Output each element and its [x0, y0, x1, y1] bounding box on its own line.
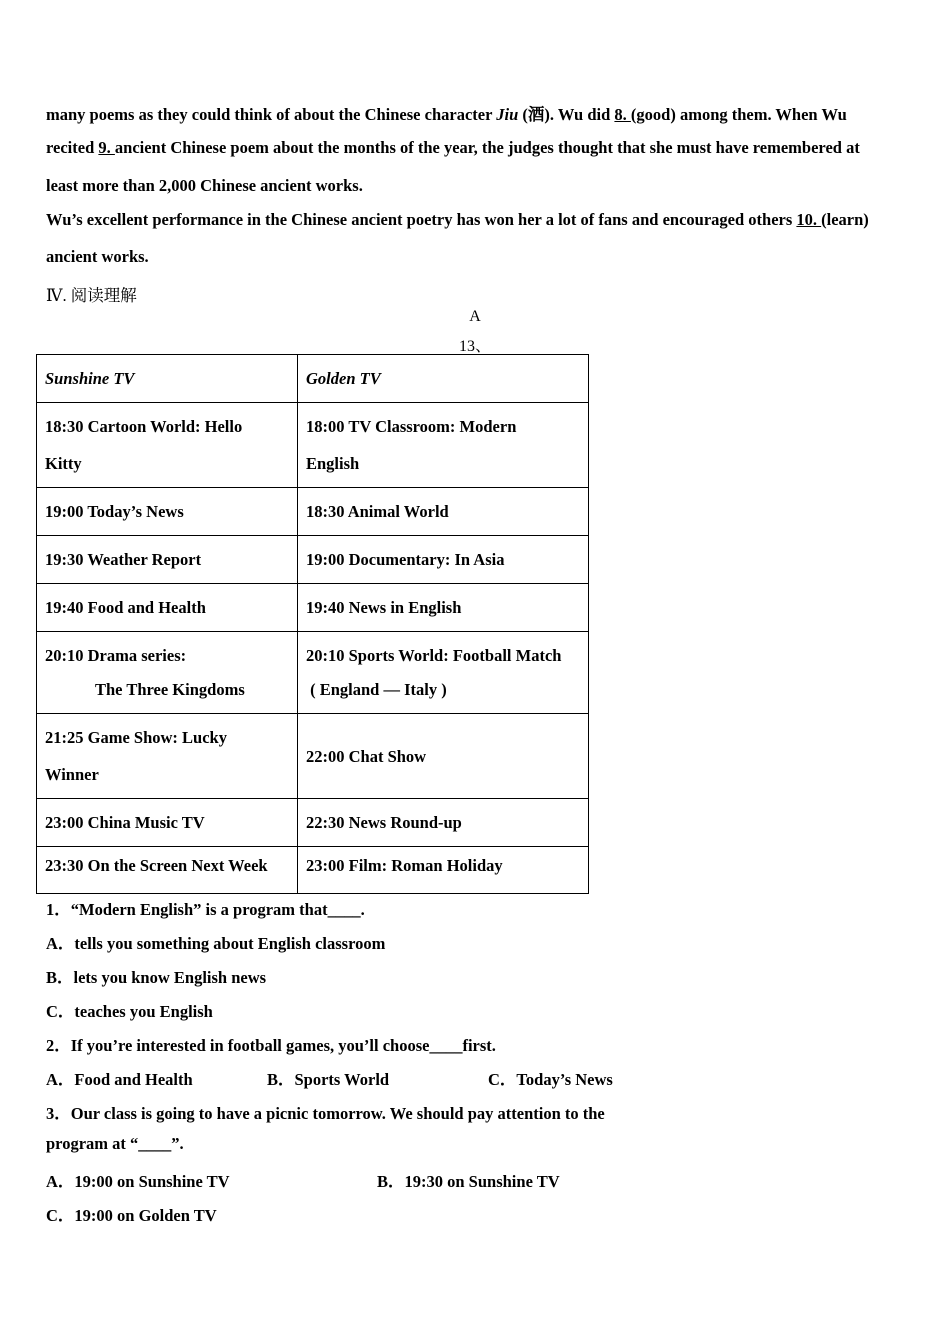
section-heading: Ⅳ. 阅读理解: [46, 286, 137, 305]
passage-line-1: [46, 101, 847, 125]
question-2: 2．If you’re interested in football games, you’ll choose____first.: [46, 1036, 496, 1055]
header-sunshine-tv: Sunshine TV: [37, 355, 298, 403]
table-cell: 19:40 Food and Health: [37, 584, 298, 632]
cell-line: 20:10 Drama series:: [45, 645, 187, 665]
cell-line: Winner: [45, 765, 99, 784]
table-cell: [298, 632, 589, 714]
cell-line: English: [306, 454, 360, 473]
passage-line-2: [46, 138, 860, 158]
option-2b: B．Sports World: [267, 1070, 390, 1089]
table-cell: [37, 403, 298, 488]
passage-text: (learn): [821, 210, 869, 229]
table-cell: 23:00 Film: Roman Holiday: [298, 847, 589, 894]
cell-line: 18:30 Cartoon World: Hello: [45, 417, 243, 436]
blank-10: 10.: [796, 210, 822, 229]
option-1c: C．teaches you English: [46, 1002, 213, 1021]
passage-line-3: least more than 2,000 Chinese ancient works.: [46, 176, 363, 195]
table-row: [37, 799, 589, 847]
question-3-line-1: 3．Our class is going to have a picnic tomorrow. We should pay attention to the: [46, 1104, 605, 1123]
part-label: A: [469, 308, 481, 325]
option-3c: C．19:00 on Golden TV: [46, 1206, 217, 1225]
table-row: [37, 403, 589, 488]
question-3-line-2: program at “____”.: [46, 1134, 184, 1153]
table-cell: 22:30 News Round-up: [298, 799, 589, 847]
table-cell: 22:00 Chat Show: [298, 714, 589, 799]
passage-text: (good) among them. When Wu: [630, 105, 847, 124]
option-3b: B．19:30 on Sunshine TV: [377, 1172, 560, 1191]
passage-text: Wu’s excellent performance in the Chinese ancient poetry has won her a lot of fans and encouraged others: [46, 210, 797, 229]
blank-9: 9.: [98, 138, 115, 157]
cell-line: Kitty: [45, 454, 82, 473]
question-1: 1．“Modern English” is a program that____.: [46, 900, 365, 919]
question-number: 13、: [458, 338, 491, 355]
table-cell: 23:00 China Music TV: [37, 799, 298, 847]
cell-line: ( England — Italy ): [306, 679, 447, 699]
table-row: [37, 847, 589, 894]
tv-schedule-table: [36, 354, 589, 894]
passage-jiu: Jiu: [496, 105, 519, 124]
table-row: [37, 536, 589, 584]
table-cell: [37, 714, 298, 799]
table-cell: [298, 403, 589, 488]
cell-line: 20:10 Sports World: Football Match: [306, 645, 562, 665]
option-1b: B．lets you know English news: [46, 968, 267, 987]
table-row: [37, 632, 589, 714]
table-cell: 19:30 Weather Report: [37, 536, 298, 584]
table-cell: [37, 632, 298, 714]
header-golden-tv: Golden TV: [298, 355, 589, 403]
passage-text: ancient Chinese poem about the months of the year, the judges thought that she must have remembered at: [114, 138, 860, 157]
option-2c: C．Today’s News: [488, 1070, 613, 1089]
option-1a: A．tells you something about English classroom: [46, 934, 386, 953]
passage-line-5: ancient works.: [46, 247, 149, 266]
blank-8: 8.: [614, 105, 631, 124]
cell-line: 18:00 TV Classroom: Modern: [306, 417, 517, 436]
cell-line: 21:25 Game Show: Lucky: [45, 728, 227, 747]
table-cell: 19:00 Documentary: In Asia: [298, 536, 589, 584]
table-cell: 19:40 News in English: [298, 584, 589, 632]
table-header-row: [37, 355, 589, 403]
table-cell: 18:30 Animal World: [298, 488, 589, 536]
passage-text: recited: [46, 138, 99, 157]
cell-line: The Three Kingdoms: [95, 679, 245, 699]
table-row: [37, 488, 589, 536]
passage-text: (酒). Wu did: [518, 105, 615, 124]
passage-line-4: [46, 210, 869, 230]
table-row: [37, 584, 589, 632]
table-cell: 19:00 Today’s News: [37, 488, 298, 536]
option-2a: A．Food and Health: [46, 1070, 193, 1089]
table-cell: 23:30 On the Screen Next Week: [37, 847, 298, 894]
passage-text: many poems as they could think of about the Chinese character: [46, 105, 497, 124]
option-3a: A．19:00 on Sunshine TV: [46, 1172, 230, 1191]
table-row: [37, 714, 589, 799]
